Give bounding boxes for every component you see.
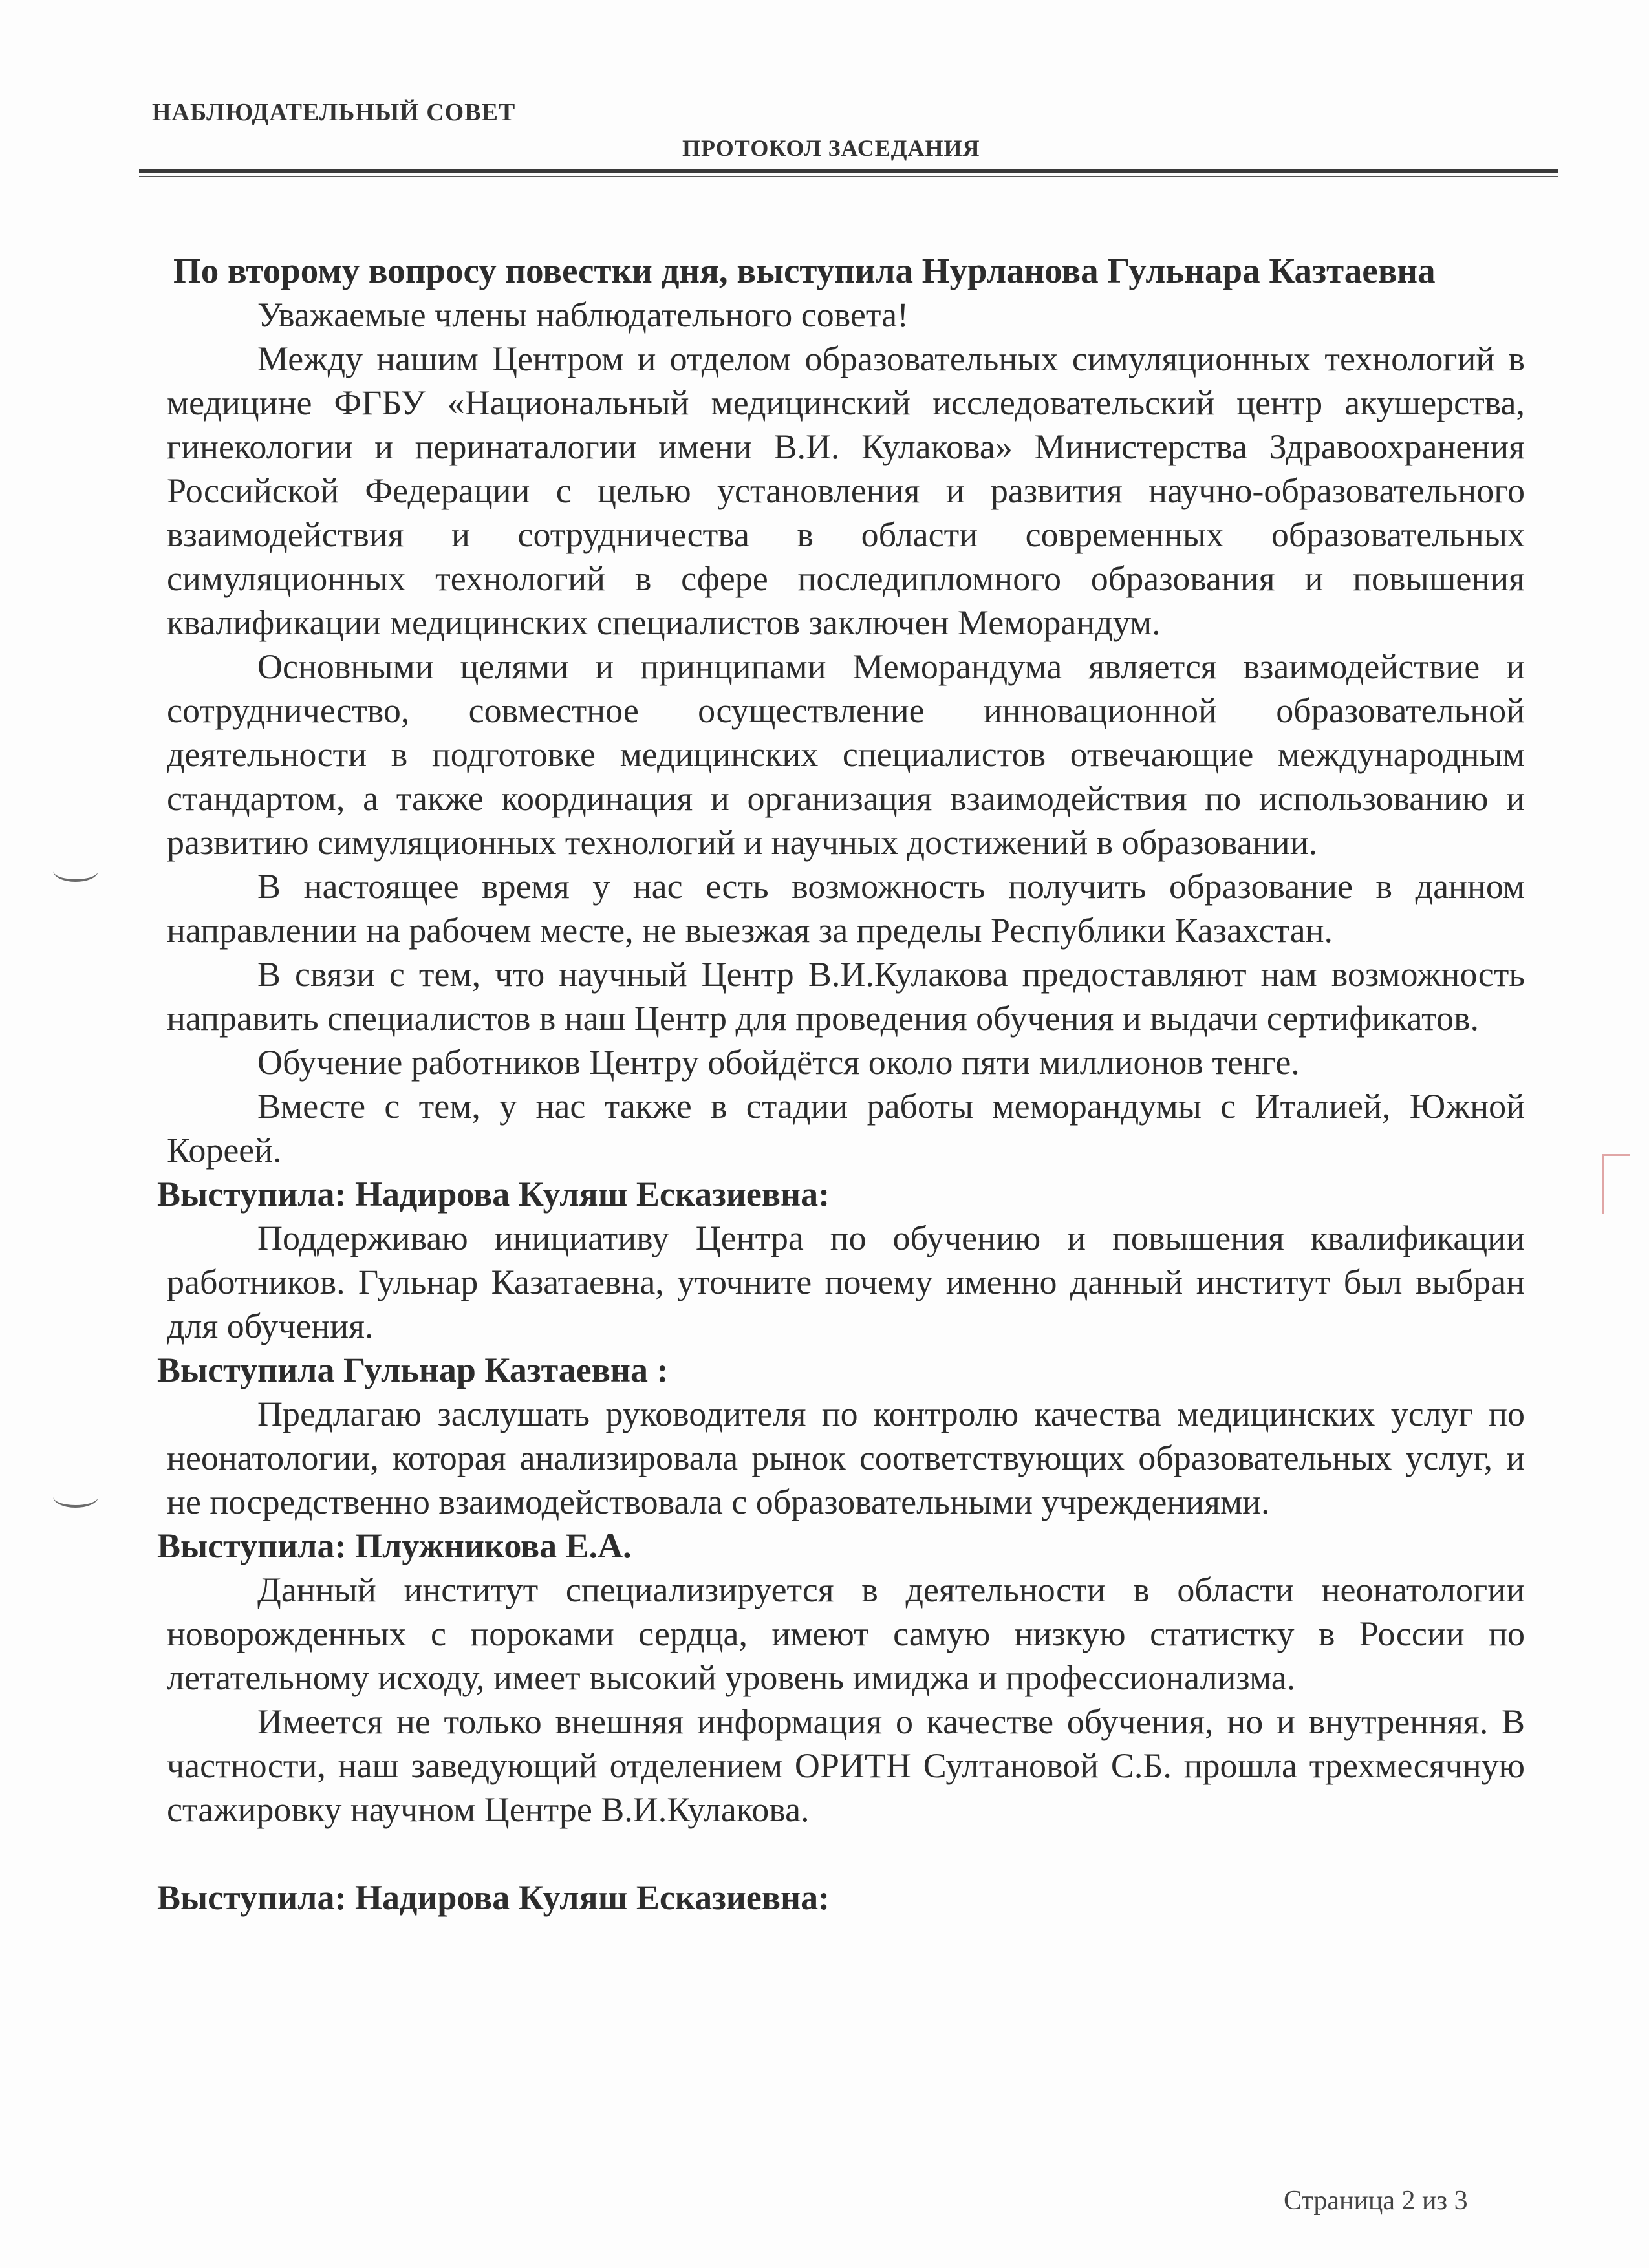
speaker-heading: Выступила: Надирова Куляш Есказиевна: [157, 1878, 830, 1917]
paragraph: Предлагаю заслушать руководителя по контролю качества медицинских услуг по неонатологии, которая анализировала рынок соответствующих образовательных услуг, и не посредственно взаимодействовала с образовательными учреждениями. [167, 1395, 1525, 1521]
header-rule-thin [139, 176, 1558, 177]
document-body [157, 249, 1525, 1920]
speaker-heading: Выступила: Плужникова Е.А. [157, 1526, 632, 1565]
header-organization: НАБЛЮДАТЕЛЬНЫЙ СОВЕТ [152, 99, 516, 126]
edge-scan-mark [1602, 1154, 1630, 1214]
page-number: Страница 2 из 3 [1284, 2186, 1468, 2216]
paragraph: В связи с тем, что научный Центр В.И.Кулакова предоставляют нам возможность направить специалистов в наш Центр для проведения обучения и выдачи сертификатов. [167, 955, 1525, 1038]
paragraph: Данный институт специализируется в деятельности в области неонатологии новорожденных с пороками сердца, имеют самую низкую статистку в России по летательному исходу, имеет высокий уровень имиджа и профессионализма. [167, 1570, 1525, 1697]
speaker-heading: Выступила: Надирова Куляш Есказиевна: [157, 1175, 830, 1214]
punch-hole-mark [53, 860, 98, 882]
paragraph: Уважаемые члены наблюдательного совета! [257, 295, 909, 334]
header-rule-thick [139, 169, 1558, 173]
paragraph: Обучение работников Центру обойдётся около пяти миллионов тенге. [257, 1043, 1300, 1082]
agenda-item-heading: По второму вопросу повестки дня, выступила Нурланова Гульнара Казтаевна [173, 251, 1436, 290]
paragraph: В настоящее время у нас есть возможность получить образование в данном направлении на рабочем месте, не выезжая за пределы Республики Казахстан. [167, 867, 1525, 950]
paragraph: Вместе с тем, у нас также в стадии работы меморандумы с Италией, Южной Кореей. [167, 1087, 1525, 1170]
paragraph: Основными целями и принципами Меморандума является взаимодействие и сотрудничество, совместное осуществление инновационной образовательной деятельности в подготовке медицинских специалистов отвечающие международным стандартом, а также координация и организация взаимодействия по использованию и развитию симуляционных технологий и научных достижений в образовании. [167, 647, 1525, 862]
speaker-heading: Выступила Гульнар Казтаевна : [157, 1351, 669, 1389]
paragraph: Поддерживаю инициативу Центра по обучению и повышения квалификации работников. Гульнар Казатаевна, уточните почему именно данный институт был выбран для обучения. [167, 1219, 1525, 1345]
paragraph: Имеется не только внешняя информация о качестве обучения, но и внутренняя. В частности, наш заведующий отделением ОРИТН Султановой С.Б. прошла трехмесячную стажировку научном Центре В.И.Кулакова. [167, 1702, 1525, 1829]
header-document-type: ПРОТОКОЛ ЗАСЕДАНИЯ [682, 135, 980, 161]
paragraph: Между нашим Центром и отделом образовательных симуляционных технологий в медицине ФГБУ «Национальный медицинский исследовательский центр акушерства, гинекологии и перинаталогии имени В.И. Кулакова» Министерства Здравоохранения Российской Федерации с целью установления и развития научно-образовательного взаимодействия и сотрудничества в области современных образовательных симуляционных технологий в сфере последипломного образования и повышения квалификации медицинских специалистов заключен Меморандум. [167, 339, 1525, 642]
punch-hole-mark [53, 1486, 98, 1508]
